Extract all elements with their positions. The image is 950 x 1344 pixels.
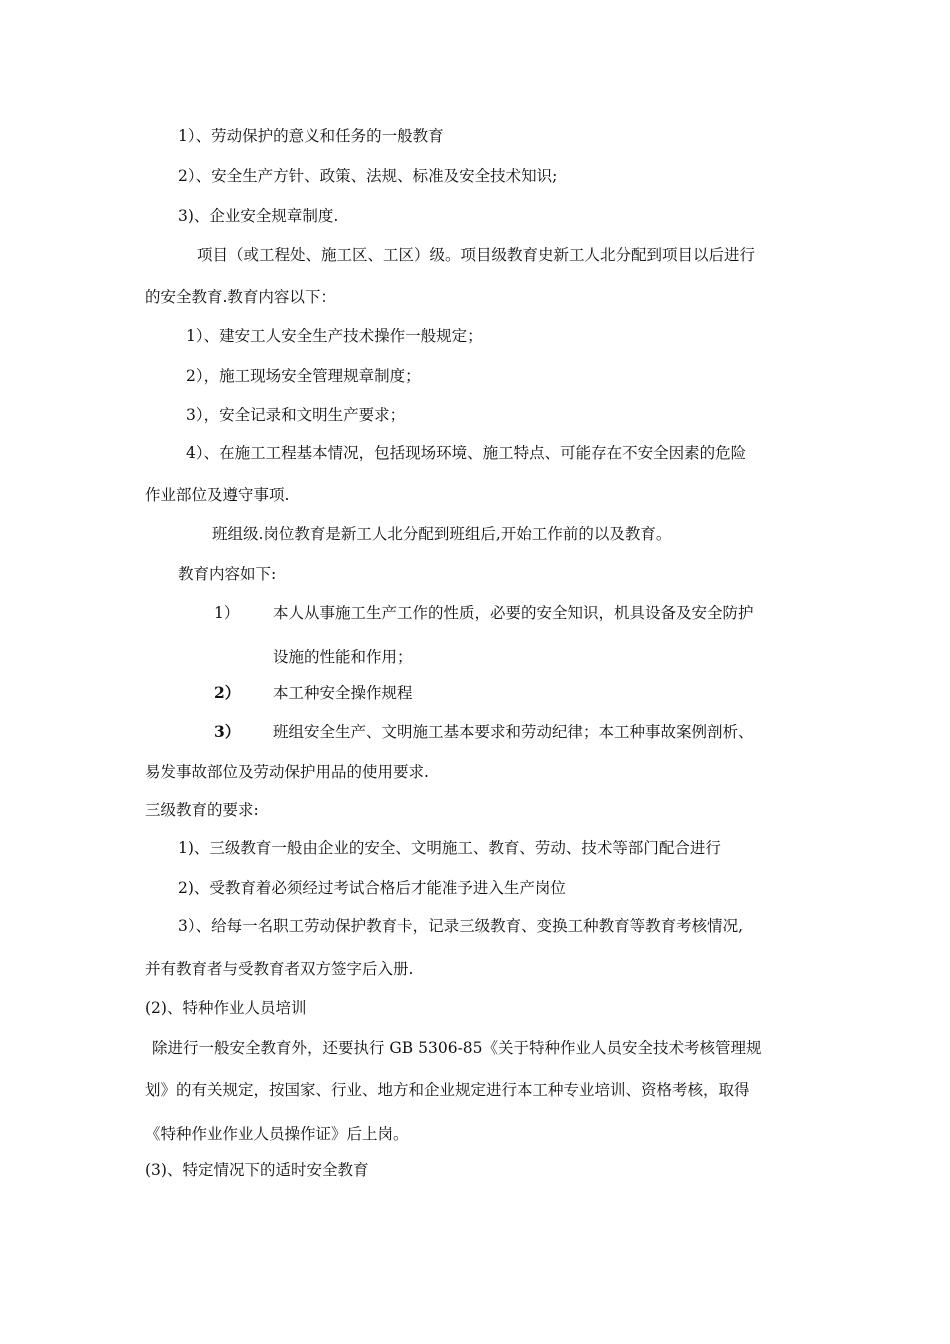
text-line: 的安全教育.教育内容以下：	[145, 288, 336, 306]
list-item-text: 班组安全生产、文明施工基本要求和劳动纪律；本工种事故案例剖析、	[273, 723, 754, 741]
text-line: 作业部位及遵守事项.	[145, 486, 290, 504]
text-line: 并有教育者与受教育者双方签字后入册.	[145, 960, 414, 978]
text-line: 教育内容如下:	[178, 565, 277, 583]
list-number: 3）	[214, 722, 241, 741]
list-item-continuation: 设施的性能和作用；	[273, 648, 413, 666]
text-line: 3），安全记录和文明生产要求；	[186, 406, 406, 424]
list-number: 2）	[214, 683, 241, 702]
text-line: 3)、企业安全规章制度.	[178, 207, 339, 225]
text-line: 项目（或工程处、施工区、工区）级。项目级教育史新工人北分配到项目以后进行	[197, 246, 756, 264]
text-line: 《特种作业作业人员操作证》后上岗。	[145, 1125, 409, 1143]
section-heading: (3)、特定情况下的适时安全教育	[145, 1161, 369, 1179]
section-heading: 三级教育的要求:	[145, 801, 259, 819]
text-line: 1）、建安工人安全生产技术操作一般规定；	[186, 327, 483, 345]
list-item-continuation: 易发事故部位及劳动保护用品的使用要求.	[145, 763, 429, 781]
text-line: 4）、在施工工程基本情况，包括现场环境、施工特点、可能存在不安全因素的危险	[186, 444, 747, 462]
text-line: 2）、安全生产方针、政策、法规、标准及安全技术知识;	[178, 167, 558, 185]
text-line: 划》的有关规定，按国家、行业、地方和企业规定进行本工种专业培训、资格考核，取得	[145, 1081, 750, 1099]
text-line: 2），施工现场安全管理规章制度；	[186, 367, 421, 385]
text-line: 班组级.岗位教育是新工人北分配到班组后,开始工作前的以及教育。	[212, 525, 672, 543]
text-line: 1）、劳动保护的意义和任务的一般教育	[178, 127, 444, 145]
text-line: 2)、受教育着必须经过考试合格后才能准予进入生产岗位	[178, 879, 566, 897]
text-line: 除进行一般安全教育外，还要执行 GB 5306-85《关于特种作业人员安全技术考核管理规	[152, 1039, 762, 1057]
section-heading: (2)、特种作业人员培训	[145, 999, 307, 1017]
list-item-text: 本工种安全操作规程	[273, 684, 413, 702]
list-number: 1）	[214, 604, 240, 622]
list-item-text: 本人从事施工生产工作的性质，必要的安全知识，机具设备及安全防护	[273, 604, 754, 622]
text-line: 1)、三级教育一般由企业的安全、文明施工、教育、劳动、技术等部门配合进行	[178, 839, 721, 857]
text-line: 3）、给每一名职工劳动保护教育卡，记录三级教育、变换工种教育等教育考核情况,	[178, 917, 744, 935]
